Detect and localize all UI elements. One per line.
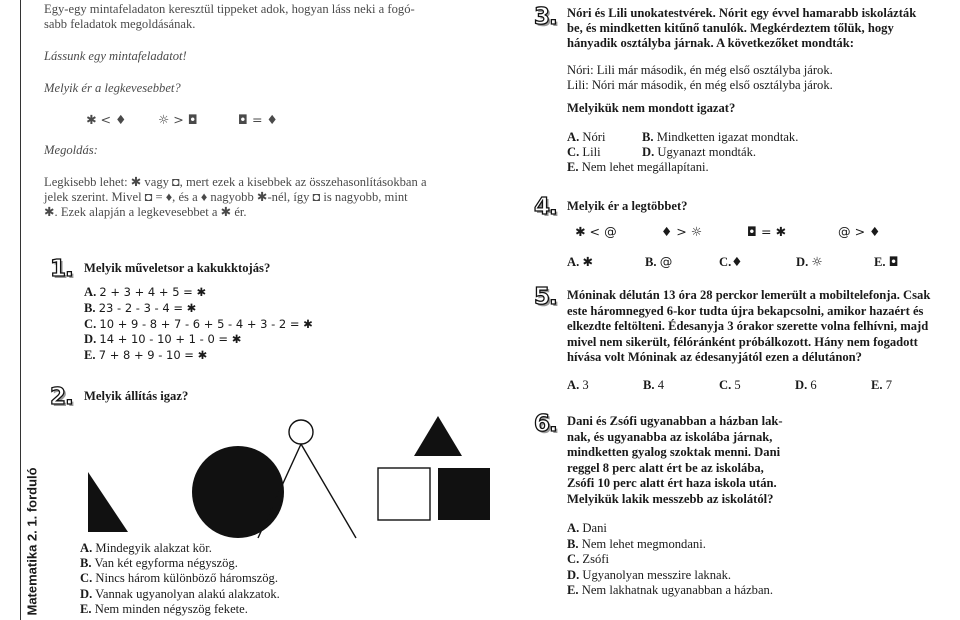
- question-3-line: hányadik osztályba járnak. A következőket mondták:: [567, 36, 854, 51]
- option-e[interactable]: E. Nem minden négyszög fekete.: [80, 601, 248, 616]
- option-c[interactable]: C. Lili: [567, 145, 601, 159]
- option-a[interactable]: A. 3: [567, 378, 589, 392]
- option-b[interactable]: B. 4: [643, 378, 665, 392]
- statement-lili: Lili: Nóri már második, én még első osztályba járok.: [567, 78, 833, 93]
- question-3-line: be, és mindketten kitűnő tanulók. Megkérdeztem tőlük, hogy: [567, 21, 894, 36]
- option-b[interactable]: B. Van két egyforma négyszög.: [80, 556, 238, 571]
- solution-line: ✱. Ezek alapján a legkevesebbet a ✱ ér.: [44, 205, 247, 220]
- question-6-line: reggel 8 perc alatt ért be az iskolába,: [567, 460, 764, 475]
- option-b[interactable]: B. Mindketten igazat mondtak.: [642, 130, 799, 144]
- intro-line: sabb feladatok megoldásának.: [44, 17, 196, 32]
- option-b[interactable]: B. @: [645, 254, 673, 269]
- question-6-line: Zsófi 10 perc alatt ért haza iskola után.: [567, 476, 777, 491]
- question-number-4: 4.: [534, 194, 557, 220]
- question-number-2: 2.: [50, 384, 73, 410]
- question-6-line: nak, és ugyanabba az iskolába járnak,: [567, 429, 773, 444]
- question-5-options: [567, 378, 907, 396]
- option-a[interactable]: A. 2 + 3 + 4 + 5 = ✱: [84, 285, 207, 299]
- q4-relation-1: ✱ < @: [575, 224, 617, 239]
- option-a[interactable]: A. Dani: [567, 521, 607, 535]
- q4-relation-3: ◘ = ✱: [747, 224, 787, 239]
- intro-relation-3: ◘ = ♦: [238, 112, 278, 127]
- question-number-6: 6.: [534, 411, 557, 437]
- question-1-options: [84, 285, 313, 364]
- question-number-1: 1.: [50, 256, 73, 282]
- question-3-statements: [567, 63, 833, 93]
- option-c[interactable]: C. 10 + 9 - 8 + 7 - 6 + 5 - 4 + 3 - 2 = ✱: [84, 316, 313, 331]
- shapes-figure: [80, 410, 500, 540]
- question-3-text: [567, 6, 916, 52]
- option-e[interactable]: E. 7: [871, 378, 893, 392]
- solution-line: Legkisebb lehet: ✱ vagy ◘, mert ezek a kisebbek az összehasonlításokban a: [44, 175, 427, 189]
- intro-question: Melyik ér a legkevesebbet?: [44, 81, 181, 95]
- question-2-text: Melyik állítás igaz?: [84, 389, 189, 403]
- intro-text: [44, 2, 415, 32]
- question-1-text: Melyik műveletsor a kakukktojás?: [84, 261, 271, 275]
- option-d[interactable]: D. Ugyanolyan messzire laknak.: [567, 567, 732, 582]
- open-triangle-right-edge: [301, 444, 356, 538]
- question-3-ask: Melyikük nem mondott igazat?: [567, 101, 736, 115]
- question-5-text: [567, 288, 930, 366]
- question-number-3: 3.: [534, 4, 557, 30]
- question-5-line: mivel nem sikerült, félóránként próbálkozott. Hány nem fogadott: [567, 334, 918, 349]
- question-2-options: [80, 541, 280, 617]
- q4-relation-4: @ > ♦: [838, 224, 881, 239]
- question-number-5: 5.: [534, 284, 557, 310]
- sidebar-label: Matematika 2. 1. forduló: [24, 467, 40, 616]
- question-5-line: Móninak délután 13 óra 28 perckor lemerült a mobiltelefonja. Csak: [567, 288, 931, 302]
- option-c[interactable]: C. Nincs három különböző háromszög.: [80, 571, 278, 586]
- question-6-line: mindketten gyalog szoktak menni. Dani: [567, 445, 781, 460]
- option-c[interactable]: C. Zsófi: [567, 552, 609, 567]
- option-d[interactable]: D. ☼: [796, 254, 823, 269]
- q4-relation-2: ♦ > ☼: [661, 224, 703, 239]
- question-5-line: elkezdte feltölteni. Édesanyja 3 órakor szerette volna felhívni, majd: [567, 319, 929, 334]
- option-a[interactable]: A. Mindegyik alakzat kör.: [80, 541, 212, 555]
- question-3-options: [567, 130, 907, 178]
- question-4-options: [567, 254, 907, 272]
- intro-relation-2: ☼ > ◘: [158, 112, 198, 127]
- black-square: [438, 468, 490, 520]
- option-d[interactable]: D. Vannak ugyanolyan alakú alakzatok.: [80, 586, 280, 601]
- outline-circle: [289, 420, 313, 444]
- option-b[interactable]: B. Nem lehet megmondani.: [567, 536, 706, 551]
- option-e[interactable]: E. 7 + 8 + 9 - 10 = ✱: [84, 348, 208, 363]
- option-b[interactable]: B. 23 - 2 - 3 - 4 = ✱: [84, 300, 197, 315]
- sidebar-divider: [20, 0, 21, 620]
- question-3-line: Nóri és Lili unokatestvérek. Nórit egy évvel hamarabb iskolázták: [567, 6, 917, 20]
- option-a[interactable]: A. Nóri: [567, 130, 606, 144]
- solution-label: Megoldás:: [44, 143, 98, 157]
- option-d[interactable]: D. Ugyanazt mondták.: [642, 145, 757, 159]
- question-4-text: Melyik ér a legtöbbet?: [567, 199, 688, 213]
- option-e[interactable]: E. Nem lakhatnak ugyanabban a házban.: [567, 583, 773, 598]
- solution-text: [44, 175, 427, 221]
- option-e[interactable]: E. ◘: [874, 254, 899, 269]
- black-triangle: [414, 416, 462, 456]
- question-5-line: este háromnegyed 6-kor tudta újra bekapcsolni, amikor hazaért és: [567, 303, 924, 318]
- question-6-options: [567, 521, 773, 599]
- black-circle: [192, 446, 284, 538]
- question-6-text: [567, 414, 783, 508]
- option-c[interactable]: C.♦: [719, 254, 743, 269]
- question-5-line: hívása volt Móninak az édesanyjától ezen a délutánon?: [567, 350, 862, 365]
- question-6-line: Dani és Zsófi ugyanabban a házban lak-: [567, 414, 783, 428]
- black-right-triangle: [88, 472, 128, 532]
- solution-line: jelek szerint. Mivel ◘ = ♦, és a ♦ nagyobb ✱-nél, így ◘ is nagyobb, mint: [44, 190, 408, 205]
- option-d[interactable]: D. 14 + 10 - 10 + 1 - 0 = ✱: [84, 332, 242, 347]
- intro-example: Lássunk egy mintafeladatot!: [44, 49, 187, 63]
- option-e[interactable]: E. Nem lehet megállapítani.: [567, 160, 709, 174]
- intro-relation-1: ✱ < ♦: [86, 112, 127, 127]
- intro-line: Egy-egy mintafeladaton keresztül tippeket adok, hogyan láss neki a fogó-: [44, 2, 415, 16]
- question-6-line: Melyikük lakik messzebb az iskolától?: [567, 491, 774, 506]
- statement-nori: Nóri: Lili már második, én még első osztályba járok.: [567, 63, 833, 77]
- option-a[interactable]: A. ✱: [567, 254, 593, 269]
- white-square: [378, 468, 430, 520]
- option-d[interactable]: D. 6: [795, 378, 817, 392]
- option-c[interactable]: C. 5: [719, 378, 741, 392]
